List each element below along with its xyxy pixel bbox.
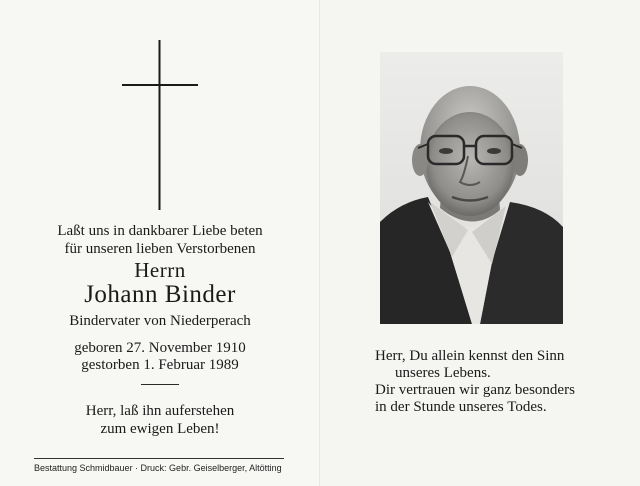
death-date: gestorben 1. Februar 1989 [81,357,239,373]
verse-line-1: Herr, Du allein kennst den Sinn [375,348,565,364]
separator-line [141,384,179,385]
verse-line-4: in der Stunde unseres Todes. [375,399,547,415]
intro-line-2: für unseren lieben Verstorbenen [64,241,256,257]
salutation: Herrn [134,258,186,282]
verse-line-2: unseres Lebens. [395,365,491,381]
deceased-name: Johann Binder [84,281,236,308]
prayer-line-1: Herr, laß ihn auferstehen [85,403,235,419]
cross-icon [120,40,200,210]
portrait-photo [380,52,563,324]
verse-line-3: Dir vertrauen wir ganz besonders [375,382,575,398]
printer-credit: Bestattung Schmidbauer · Druck: Gebr. Geiselberger, Altötting [34,463,282,473]
occupation: Bindervater von Niederperach [69,313,251,329]
intro-line-1: Laßt uns in dankbarer Liebe beten [57,223,263,239]
prayer-line-2: zum ewigen Leben! [100,421,220,437]
footer-rule [34,458,284,459]
birth-date: geboren 27. November 1910 [74,340,246,356]
